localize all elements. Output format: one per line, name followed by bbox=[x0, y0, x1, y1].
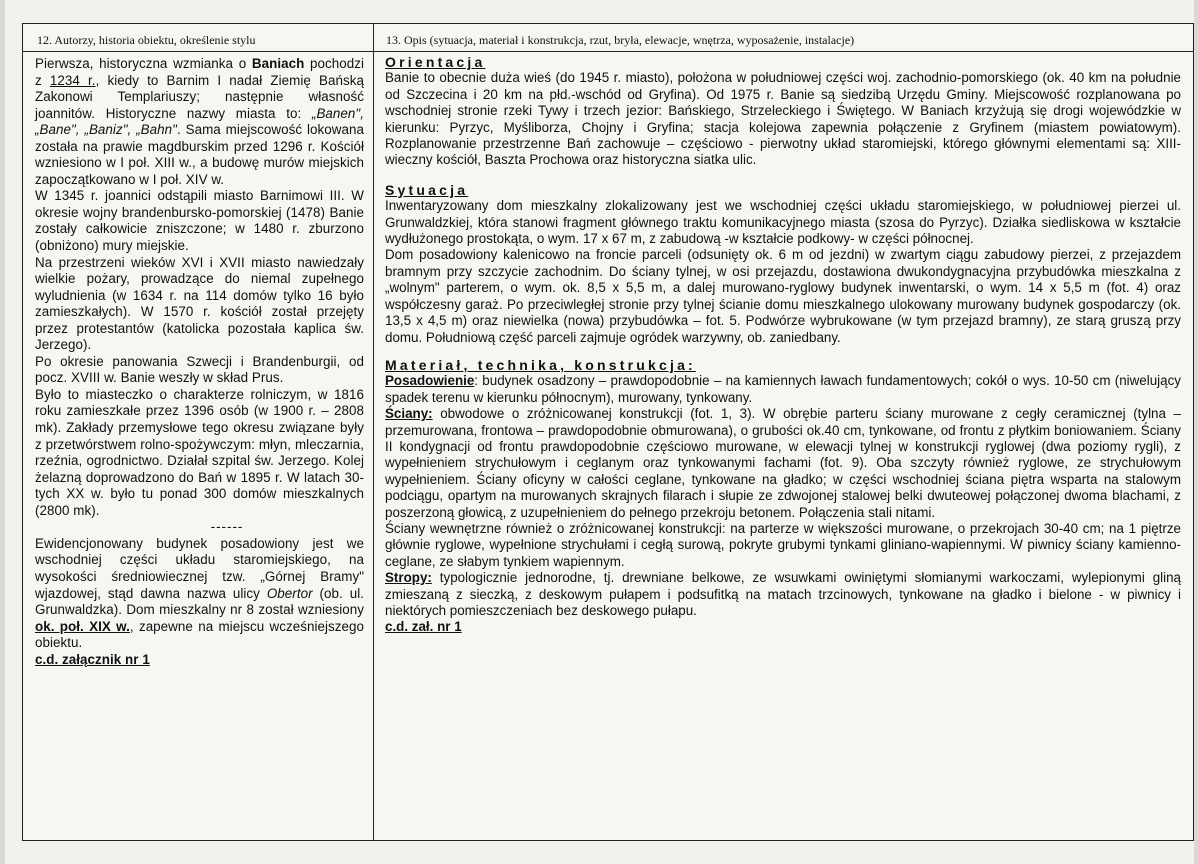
history-text bbox=[23, 52, 373, 668]
situation-paragraph-1: Inwentaryzowany dom mieszkalny zlokalizowany jest we wschodniej części układu staromiejskiego, w południowej pierzei ul. Grunwaldzkiej, która stanowi fragment głównego traktu komunikacyjnego miasta (szosa do Pyrzyc). Działka siedliskowa w kształcie wydłużonego prostokąta, o wym. 17 x 67 m, z zabudową -w kształcie podkowy- w części północnej. bbox=[385, 198, 1181, 247]
italic-historic-names: „Banen", „Bane", „Baniz", „Bahn" bbox=[35, 105, 364, 138]
ceilings-label: Stropy: bbox=[385, 570, 432, 586]
history-paragraph-4: Po okresie panowania Szwecji i Brandenburgii, od pocz. XVIII w. Banie weszły w skład Prus. bbox=[35, 353, 364, 386]
section-title-material: Materiał, technika, konstrukcja: bbox=[385, 356, 696, 373]
text-run: pochodzi z bbox=[35, 56, 364, 88]
history-paragraph-3: Na przestrzeni wieków XVI i XVII miasto nawiedzały wielkie pożary, prowadzące do niemal zupełnego wyludnienia (w 1634 r. na 114 domów tylko 16 było zamieszkałych). W 1570 r. kościół został przejęty przez protestantów (katolicka pozostała kaplica św. Jerzego). bbox=[35, 254, 364, 353]
ceilings-paragraph bbox=[385, 570, 1181, 619]
history-column bbox=[23, 24, 374, 840]
section-title-situation: Sytuacja bbox=[385, 181, 469, 198]
situation-paragraph-2: Dom posadowiony kalenicowo na froncie parceli (odsunięty ok. 6 m od jezdni) w zwartym ciągu zabudowy pierzei, z przejazdem bramnym przy szczycie zachodnim. Do ściany tylnej, w osi przejazdu, dostawiona dwukondygnacyjna przybudówka mieszkalna z „wolnym" parterem, o wym. ok. 8,5 x 5,5 m, a dalej murowano-ryglowy budynek inwentarski, o wym. 14 x 5,5 m (fot. 4) oraz współczesny garaż. Po przeciwległej stronie przy tylnej ścianie domu mieszkalnego ulokowany murowany budynek gospodarczy (ok. 13,5 x 4,5 m) oraz niewielka (nowa) przybudówka – fot. 5. Podwórze wybrukowane (w tym przejazd bramny), ze starą gruszą przy domu. Południową część parceli zajmuje ogródek warzywny, ob. zaniedbany. bbox=[385, 247, 1181, 345]
text-run: Ewidencjonowany budynek posadowiony jest we wschodniej części układu staromiejskiego, na wysokości średniowiecznej tzw. „Górnej Bramy" wjazdowej, stąd dawna nazwa ulicy bbox=[35, 535, 364, 601]
history-paragraph-1 bbox=[35, 56, 364, 188]
text-run: Pierwsza, historyczna wzmianka o bbox=[35, 56, 252, 71]
text-run: , kiedy to Barnim I nadał Ziemię Bańską Zakonowi Templariuszy; następnie własność joannitów. Historyczne nazwy miasta to: bbox=[35, 72, 364, 121]
description-text bbox=[374, 54, 1193, 636]
orientation-paragraph: Banie to obecnie duża wieś (do 1945 r. miasto), położona w południowej części woj. zachodnio-pomorskiego (ok. 40 km na południe od Szczecina i 20 km na płd.-wschód od Gryfina). Od 1975 r. Banie są siedzibą Urzędu Gminy. Miejscowość rozplanowana po wschodniej stronie rzeki Tywy i trzech jezior: Bańskiego, Strzeleckiego i Świętego. W Baniach krzyżują się drogi wojewódzkie w kierunku: Pyrzyc, Myśliborza, Chojny i Gryfina; stacja kolejowa zapewnia połączenie z Gryfinem (miastem powiatowym). Rozplanowanie przestrzenne Bań zachowuje – częściowo - pierwotny układ staromiejski, którego głównymi elementami są: XIII-wieczny kościół, Baszta Prochowa oraz historyczna siatka ulic. bbox=[385, 70, 1181, 168]
page-edge-right bbox=[1194, 0, 1198, 864]
history-paragraph-6 bbox=[35, 536, 364, 652]
page-edge-left bbox=[0, 0, 5, 864]
history-continuation-note: c.d. załącznik nr 1 bbox=[35, 651, 150, 667]
description-heading: 13. Opis (sytuacja, materiał i konstrukcja, rzut, bryła, elewacje, wnętrza, wyposażenie, instalacje) bbox=[374, 24, 1193, 52]
text-run: typologicznie jednorodne, tj. drewniane belkowe, ze wsuwkami owiniętymi słomianymi warkoczami, wylepionymi gliną zmieszaną z sieczką, z deskowym pułapem i podsufitką na matach trzcinowych, tynkowane na gładko i bielone - w piwnicy i niektórych pomieszczeniach bez deskowego pułapu. bbox=[385, 570, 1181, 618]
foundation-label: Posadowienie bbox=[385, 373, 475, 389]
record-card bbox=[22, 23, 1194, 841]
text-run: , zapewne na miejscu wcześniejszego obiektu. bbox=[35, 618, 364, 651]
description-column bbox=[374, 24, 1193, 840]
walls-label: Ściany: bbox=[385, 406, 433, 422]
text-run: (ob. ul. Grunwaldzka). Dom mieszkalny nr 8 został wzniesiony bbox=[35, 585, 365, 618]
description-continuation-note: c.d. zał. nr 1 bbox=[385, 619, 462, 635]
history-heading: 12. Autorzy, historia obiektu, określenie stylu bbox=[23, 24, 373, 52]
history-paragraph-2: W 1345 r. joannici odstąpili miasto Barnimowi III. W okresie wojny brandenbursko-pomorskiej (1478) Banie zostały całkowicie zniszczone; w 1480 r. zburzono (obniżono) mury miejskie. bbox=[35, 188, 364, 254]
construction-date: ok. poł. XIX w. bbox=[35, 618, 130, 634]
italic-street-name: Obertor bbox=[266, 585, 313, 601]
text-run: . Sama miejscowość lokowana została na prawie magdburskim przed 1296 r. Kościół wzniesiono w I poł. XIII w., a budowę murów miejskich zapoczątkowano w I poł. XIV w. bbox=[35, 122, 364, 187]
text-run: : budynek osadzony – prawdopodobnie – na kamiennych ławach fundamentowych; cokół o wys. 10-50 cm (niwelujący spadek terenu w kierunku północnym), murowany, tynkowany. bbox=[385, 373, 1181, 405]
section-title-orientation: Orientacja bbox=[385, 54, 486, 70]
bold-town-name: Baniach bbox=[251, 56, 305, 71]
text-run: obwodowe o zróżnicowanej konstrukcji (fot. 1, 3). W obrębie parteru ściany murowane z cegły ceramicznej (tylna – przemurowana, frontowa – prawdopodobnie obmurowana), o grubości ok.40 cm, tynkowane, od frontu z płytkim boniowaniem. Ściany II kondygnacji od frontu prawdopodobnie częściowo murowane, w elewacji tylnej w konstrukcji ryglowej (dwa poziomy rygli), z wypełnieniem strychułowym i ceglanym oraz tynkowanymi fachami (fot. 9). Oba szczyty również ryglowe, ze strychułowym wypełnieniem. Ściany oficyny w całości ceglane, tynkowane na gładko; w części wschodniej ściana piętra wsparta na stalowym podciągu, opartym na murowanych skrajnych filarach i słupie ze zdwojonej stalowej belki dwuteowej połączonej dwoma blachami, z poszerzoną głowicą, z uzupełnieniem do pełnego przekroju betonem. Połączenia stali nitami. bbox=[385, 406, 1181, 520]
underlined-year: 1234 r. bbox=[49, 72, 96, 88]
history-paragraph-5: Było to miasteczko o charakterze rolniczym, w 1816 roku zamieszkałe przez 1396 osób (w 1900 r. – 2808 mk). Zakłady przemysłowe tego okresu związane były z przetwórstwem rolno-spożywczym: młyn, mleczarnia, rzeźnia, ogrodnictwo. Działał szpital św. Jerzego. Kolej żelazną doprowadzono do Bań w 1895 r. W latach 30-tych XX w. było tu ponad 300 domów mieszkalnych (2800 mk). bbox=[35, 386, 364, 518]
interior-walls-paragraph: Ściany wewnętrzne również o zróżnicowanej konstrukcji: na parterze w większości murowane, o przekrojach 30-40 cm; na 1 piętrze głównie ryglowe, wypełnione strychułami i cegłą surową, pokryte grubymi tynkami gliniano-wapiennymi. W piwnicy ściany kamienno-ceglane, ze słabym tynkiem wapiennym. bbox=[385, 520, 1181, 569]
walls-paragraph bbox=[385, 406, 1181, 521]
foundation-paragraph bbox=[385, 373, 1181, 406]
section-divider: ------ bbox=[210, 519, 244, 535]
